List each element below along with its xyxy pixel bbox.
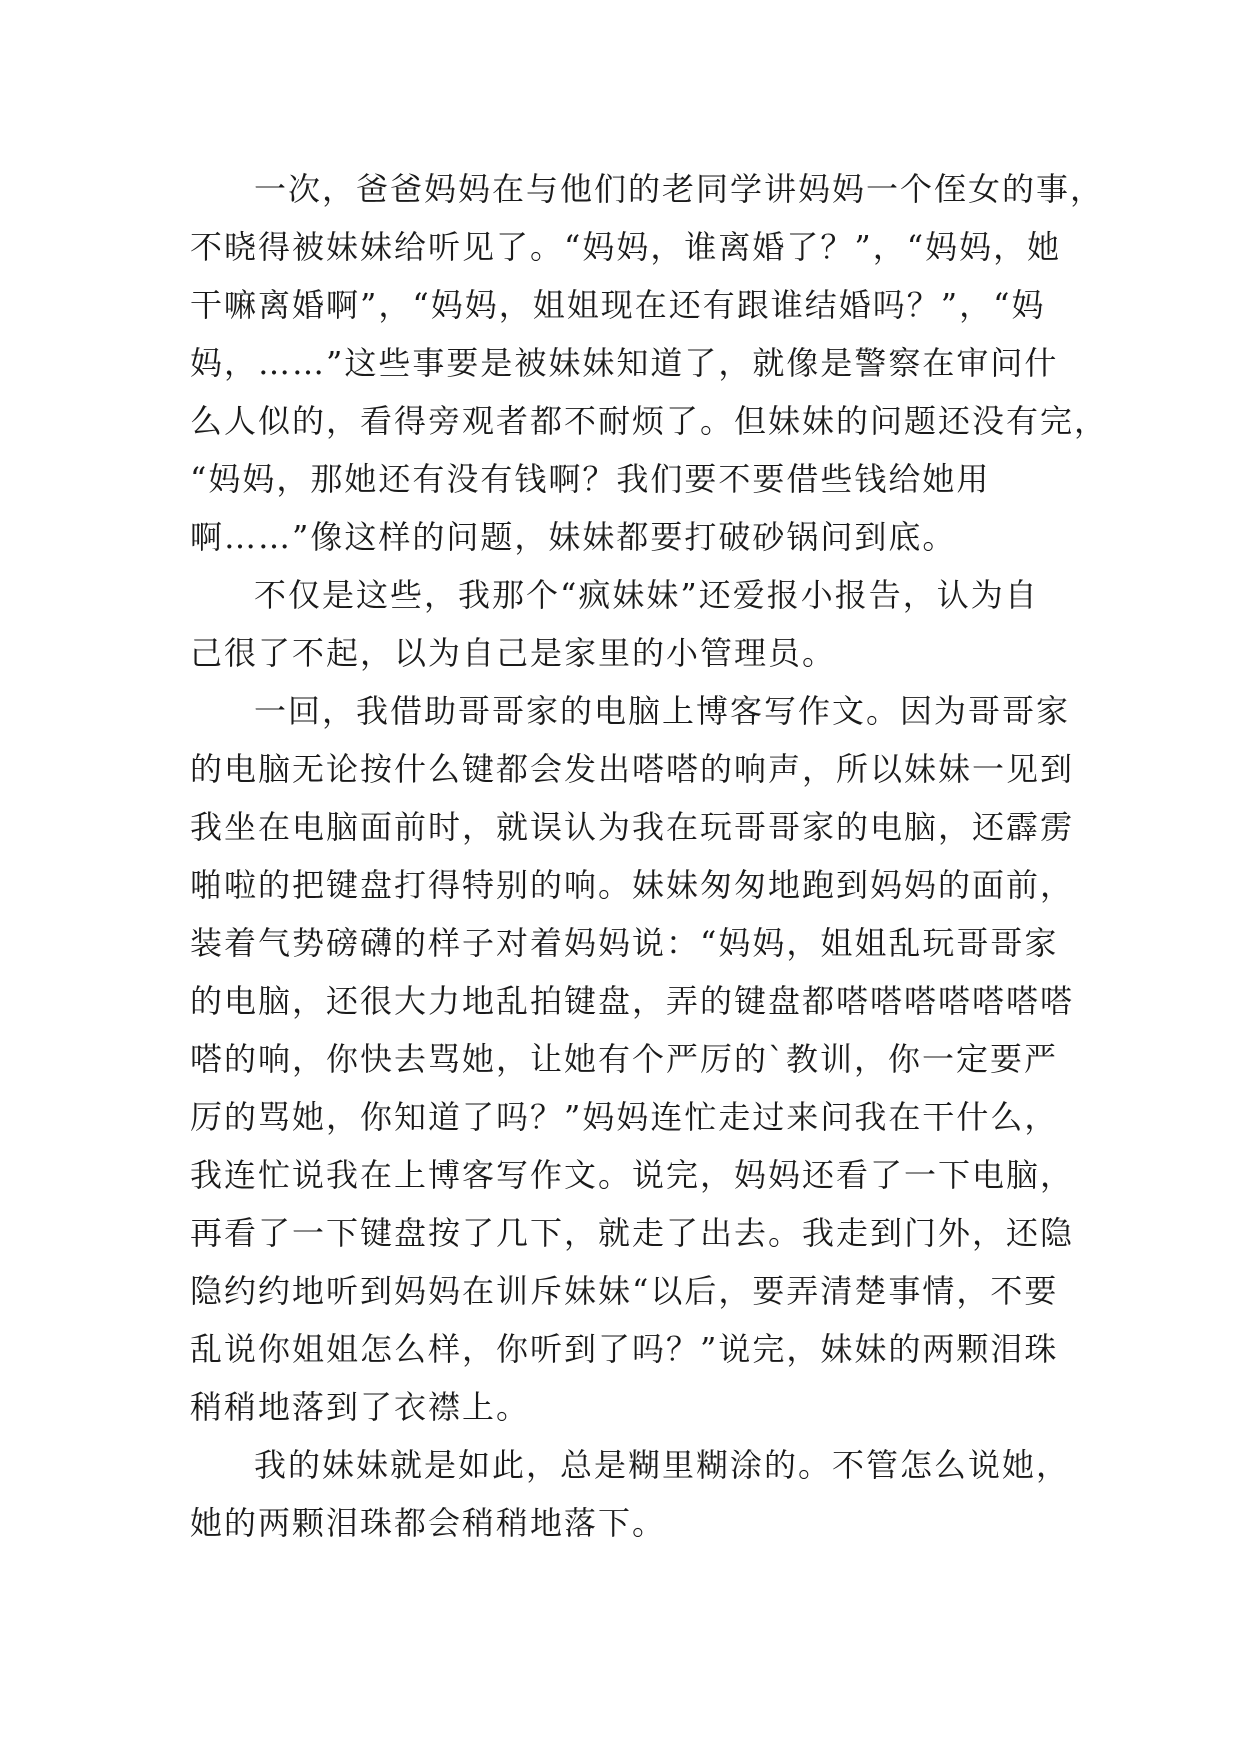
text-line: 我坐在电脑面前时，就误认为我在玩哥哥家的电脑，还霹雳 [190, 808, 1075, 846]
text-line: 她的两颗泪珠都会稍稍地落下。 [190, 1504, 667, 1542]
text-line: 一次，爸爸妈妈在与他们的老同学讲妈妈一个侄女的事， [254, 170, 1105, 208]
text-line: 不晓得被妹妹给听见了。“妈妈，谁离婚了？”，“妈妈，她 [190, 228, 1062, 266]
text-line: 己很了不起，以为自己是家里的小管理员。 [190, 634, 837, 672]
text-line: 乱说你姐姐怎么样，你听到了吗？”说完，妹妹的两颗泪珠 [190, 1330, 1059, 1368]
text-line: 我的妹妹就是如此，总是糊里糊涂的。不管怎么说她， [254, 1446, 1071, 1484]
text-line: 的电脑，还很大力地乱拍键盘，弄的键盘都嗒嗒嗒嗒嗒嗒嗒 [190, 982, 1075, 1020]
text-line: 再看了一下键盘按了几下，就走了出去。我走到门外，还隐 [190, 1214, 1075, 1252]
text-line: 啊……”像这样的问题，妹妹都要打破砂锅问到底。 [190, 518, 957, 556]
text-line: 啪啦的把键盘打得特别的响。妹妹匆匆地跑到妈妈的面前， [190, 866, 1075, 904]
text-line: 厉的骂她，你知道了吗？”妈妈连忙走过来问我在干什么， [190, 1098, 1059, 1136]
paragraph [190, 566, 1070, 682]
text-line: 不仅是这些，我那个“疯妹妹”还爱报小报告，认为自 [254, 576, 1039, 614]
text-line: 嗒的响，你快去骂她，让她有个严厉的`教训，你一定要严 [190, 1040, 1059, 1078]
text-line: 我连忙说我在上博客写作文。说完，妈妈还看了一下电脑， [190, 1156, 1075, 1194]
text-line: 么人似的，看得旁观者都不耐烦了。但妹妹的问题还没有完， [190, 402, 1109, 440]
text-line: “妈妈，那她还有没有钱啊？我们要不要借些钱给她用 [190, 460, 991, 498]
text-line: 干嘛离婚啊”，“妈妈，姐姐现在还有跟谁结婚吗？”，“妈 [190, 286, 1046, 324]
text-line: 装着气势磅礴的样子对着妈妈说：“妈妈，姐姐乱玩哥哥家 [190, 924, 1059, 962]
paragraph [190, 1436, 1070, 1552]
text-line: 的电脑无论按什么键都会发出嗒嗒的响声，所以妹妹一见到 [190, 750, 1075, 788]
text-line: 稍稍地落到了衣襟上。 [190, 1388, 531, 1426]
text-line: 妈，……”这些事要是被妹妹知道了，就像是警察在审问什 [190, 344, 1059, 382]
text-line: 隐约约地听到妈妈在训斥妹妹“以后，要弄清楚事情，不要 [190, 1272, 1059, 1310]
paragraph [190, 682, 1075, 1436]
essay-body [190, 160, 1109, 1552]
text-line: 一回，我借助哥哥家的电脑上博客写作文。因为哥哥家 [254, 692, 1071, 730]
paragraph [190, 160, 1109, 566]
